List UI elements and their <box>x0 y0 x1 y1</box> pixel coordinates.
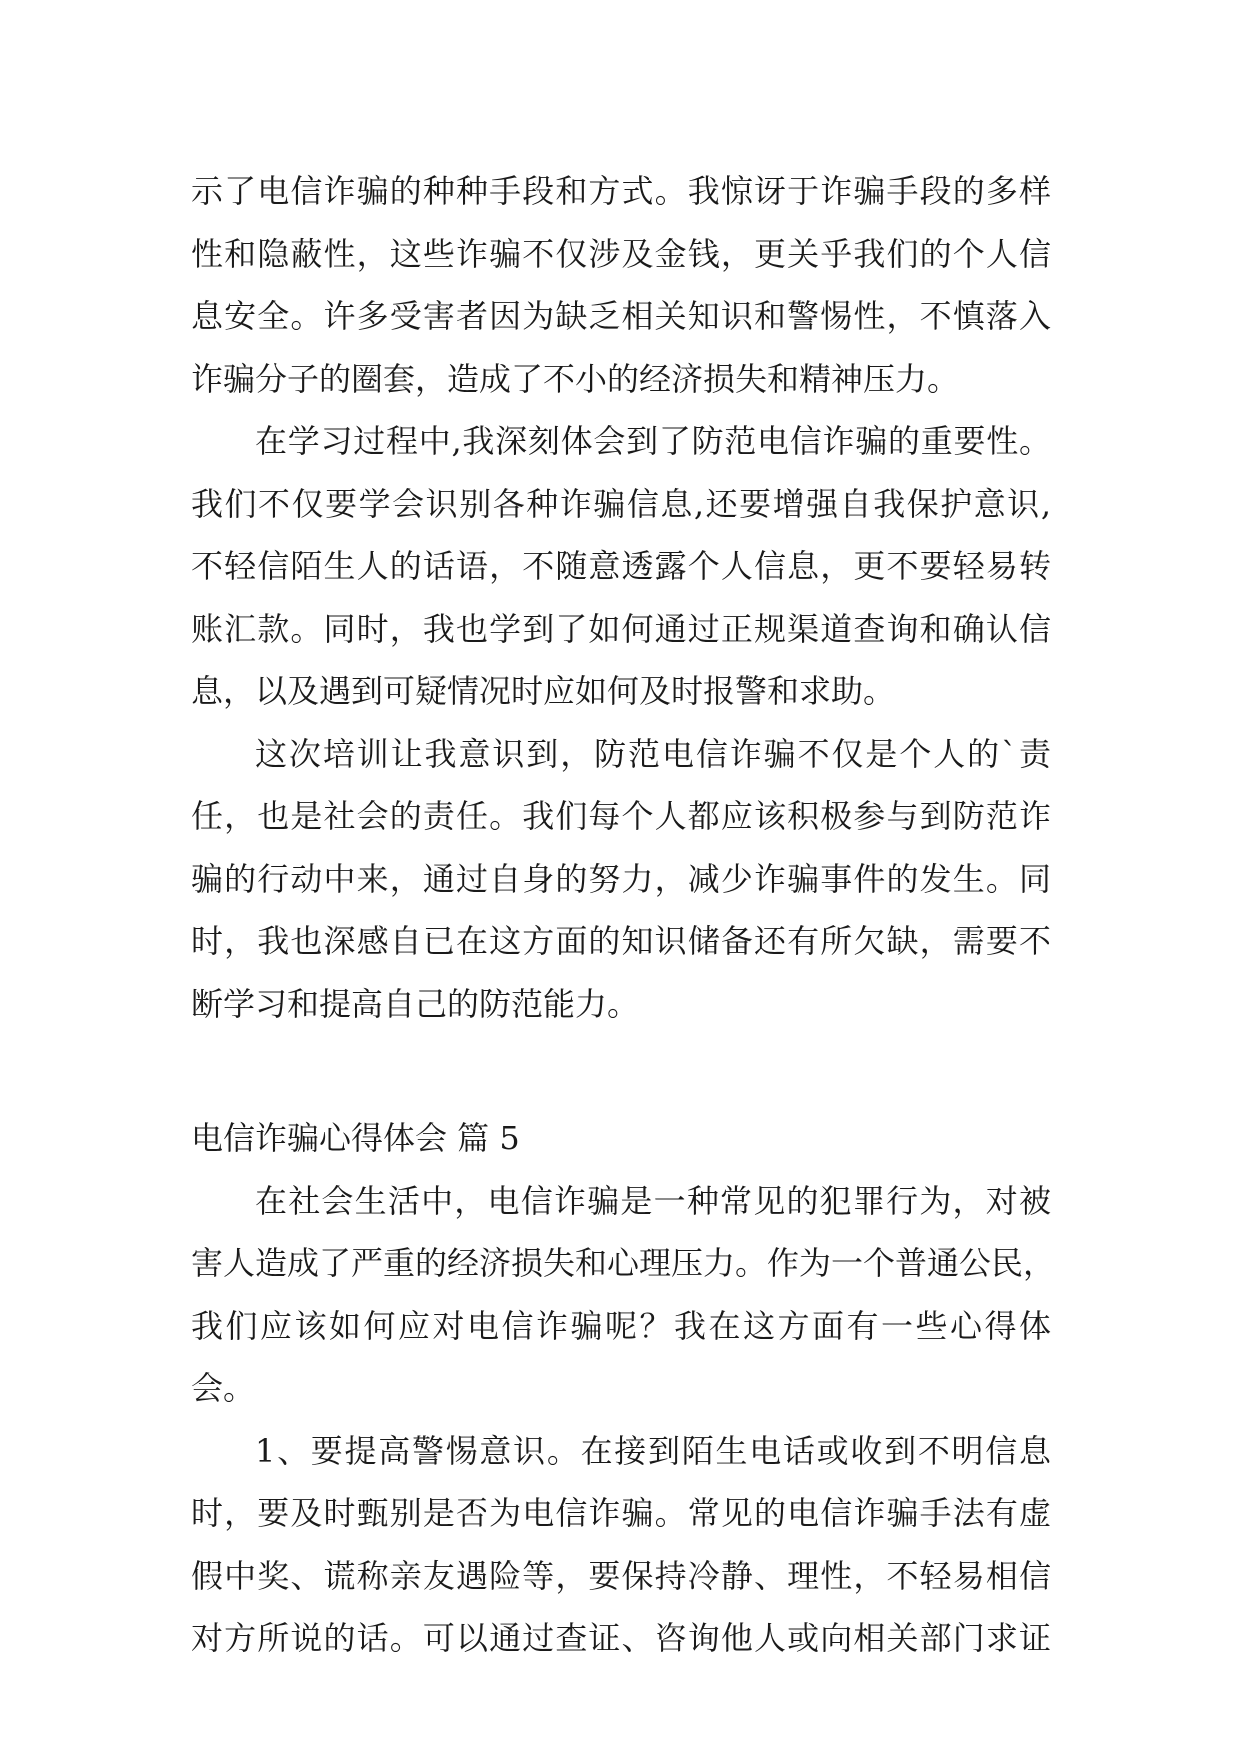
text-line: 骗的行动中来，通过自身的努力，减少诈骗事件的发生。同 <box>191 859 1051 898</box>
text-line: 账汇款。同时，我也学到了如何通过正规渠道查询和确认信 <box>191 609 1051 648</box>
text-line: 任，也是社会的责任。我们每个人都应该积极参与到防范诈 <box>191 797 1051 835</box>
text-line: 不轻信陌生人的话语，不随意透露个人信息，更不要轻易转 <box>191 547 1051 585</box>
document-body <box>191 160 1056 1670</box>
text-line: 假中奖、谎称亲友遇险等，要保持冷静、理性，不轻易相信 <box>191 1556 1051 1595</box>
text-line: 在学习过程中,我深刻体会到了防范电信诈骗的重要性。 <box>255 422 1051 460</box>
text-line: 性和隐蔽性，这些诈骗不仅涉及金钱，更关乎我们的个人信 <box>191 234 1051 273</box>
section-spacer <box>191 1035 1051 1107</box>
text-line: 在社会生活中，电信诈骗是一种常见的犯罪行为，对被 <box>255 1181 1051 1220</box>
text-line: 这次培训让我意识到，防范电信诈骗不仅是个人的`责 <box>255 734 1051 773</box>
text-line: 息，以及遇到可疑情况时应如何及时报警和求助。 <box>191 672 896 710</box>
text-line: 1、要提高警惕意识。在接到陌生电话或收到不明信息 <box>255 1431 1051 1470</box>
text-line: 示了电信诈骗的种种手段和方式。我惊讶于诈骗手段的多样 <box>191 172 1051 210</box>
text-line: 时，我也深感自已在这方面的知识储备还有所欠缺，需要不 <box>191 922 1051 960</box>
text-line: 我们应该如何应对电信诈骗呢？我在这方面有一些心得体 <box>191 1306 1051 1345</box>
text-line: 会。 <box>191 1369 256 1407</box>
text-line: 我们不仅要学会识别各种诈骗信息,还要增强自我保护意识, <box>191 484 1051 523</box>
text-line: 息安全。许多受害者因为缺乏相关知识和警惕性，不慎落入 <box>191 297 1051 335</box>
paragraph <box>191 1420 1051 1670</box>
paragraph <box>191 723 1051 1036</box>
text-line: 断学习和提高自己的防范能力。 <box>191 984 640 1023</box>
text-line: 害人造成了严重的经济损失和心理压力。作为一个普通公民， <box>191 1244 1056 1282</box>
paragraph <box>191 410 1051 723</box>
section-title: 电信诈骗心得体会 篇 5 <box>191 1119 520 1157</box>
text-line: 对方所说的话。可以通过查证、咨询他人或向相关部门求证 <box>191 1619 1051 1657</box>
text-line: 诈骗分子的圈套，造成了不小的经济损失和精神压力。 <box>191 359 960 398</box>
paragraph <box>191 1170 1056 1420</box>
text-line: 时，要及时甄别是否为电信诈骗。常见的电信诈骗手法有虚 <box>191 1494 1051 1532</box>
paragraph <box>191 160 1051 410</box>
